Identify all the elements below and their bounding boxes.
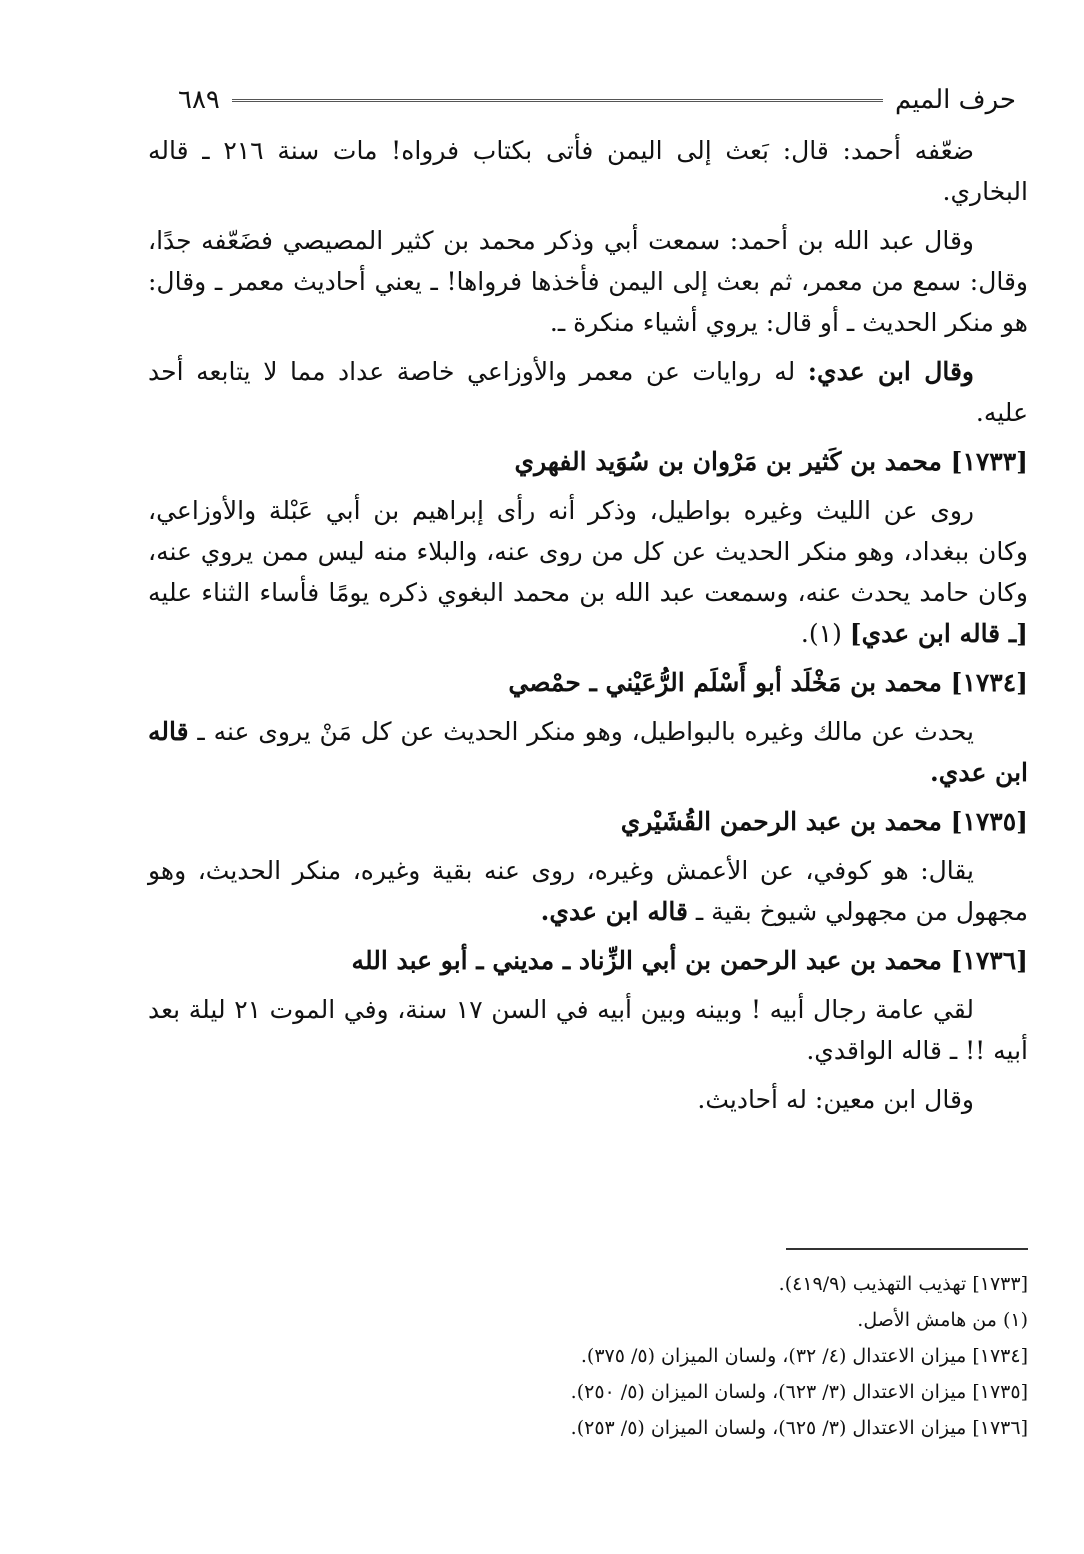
paragraph-text: يقال: هو كوفي، عن الأعمش وغيره، روى عنه بقية وغيره، منكر الحديث، وهو مجهول من مجهولي شيوخ بقية ـ <box>148 856 1028 926</box>
entry-title-1733: [١٧٣٣] محمد بن كَثير بن مَرْوان بن سُوَيد الفهري <box>514 447 1028 476</box>
entry-text-1734 <box>148 711 1028 793</box>
source-attribution: قاله ابن عدي. <box>148 717 1028 787</box>
source-attribution: قاله ابن عدي. <box>540 897 688 926</box>
paragraph-text: روى عن الليث وغيره بواطيل، وذكر أنه رأى إبراهيم بن أبي عَبْلة والأوزاعي، وكان ببغداد، وهو منكر الحديث عن كل من روى عنه، والبلاء منه ليس ممن يروي عنه، وكان حامد يحدث عنه، وسمعت عبد الله بن محمد البغوي ذكره يومًا فأساء الثناء عليه <box>148 496 1028 607</box>
source-attribution: وقال ابن عدي: <box>807 357 974 386</box>
footnote-divider <box>786 1248 1028 1250</box>
source-attribution: [ـ قاله ابن عدي] <box>849 619 1028 648</box>
page-number: ٦٨٩ <box>178 85 220 115</box>
footnote: [١٧٣٦] ميزان الاعتدال (٣/ ٦٢٥)، ولسان الميزان (٥/ ٢٥٣). <box>570 1417 1028 1439</box>
paragraph: ضعّفه أحمد: قال: بَعث إلى اليمن فأتى بكتاب فرواه! مات سنة ٢١٦ ـ قاله البخاري. <box>148 136 1028 206</box>
header-rule <box>232 99 883 102</box>
footnote: [١٧٣٥] ميزان الاعتدال (٣/ ٦٢٣)، ولسان الميزان (٥/ ٢٥٠). <box>570 1381 1028 1403</box>
running-title: حرف الميم <box>895 85 1016 115</box>
main-text <box>148 130 1028 1128</box>
entry-text-1733 <box>148 490 1028 654</box>
footnote: [١٧٣٣] تهذيب التهذيب (٤١٩/٩). <box>778 1273 1028 1295</box>
footnotes <box>200 1266 1028 1446</box>
paragraph-text: يحدث عن مالك وغيره بالبواطيل، وهو منكر الحديث عن كل مَنْ يروى عنه ـ <box>188 717 974 746</box>
footnote: (١) من هامش الأصل. <box>857 1309 1028 1331</box>
page-header <box>178 80 1016 120</box>
entry-text-1736-2: وقال ابن معين: له أحاديث. <box>697 1085 974 1114</box>
paragraph: وقال عبد الله بن أحمد: سمعت أبي وذكر محمد بن كثير المصيصي فضَعّفه جدًا، وقال: سمع من معمر، ثم بعث إلى اليمن فأخذها فرواها! ـ يعني أحاديث معمر ـ وقال: هو منكر الحديث ـ أو قال: يروي أشياء منكرة ـ. <box>148 226 1028 337</box>
entry-title-1734: [١٧٣٤] محمد بن مَخْلَد أبو أَسْلَم الرُّعَيْني ـ حمْصي <box>508 668 1028 697</box>
entry-text-1735 <box>148 850 1028 932</box>
footnote: [١٧٣٤] ميزان الاعتدال (٤/ ٣٢)، ولسان الميزان (٥/ ٣٧٥). <box>580 1345 1028 1367</box>
footnote-ref: (١). <box>800 619 850 648</box>
entry-title-1735: [١٧٣٥] محمد بن عبد الرحمن القُشَيْري <box>620 807 1028 836</box>
entry-title-1736: [١٧٣٦] محمد بن عبد الرحمن بن أبي الزِّناد ـ مديني ـ أبو عبد الله <box>351 946 1028 975</box>
entry-text-1736: لقي عامة رجال أبيه ! وبينه وبين أبيه في السن ١٧ سنة، وفي الموت ٢١ ليلة بعد أبيه !! ـ قاله الواقدي. <box>148 995 1028 1065</box>
paragraph <box>148 351 1028 433</box>
paragraph-text: له روايات عن معمر والأوزاعي خاصة عداد مما لا يتابعه أحد عليه. <box>148 357 1028 427</box>
